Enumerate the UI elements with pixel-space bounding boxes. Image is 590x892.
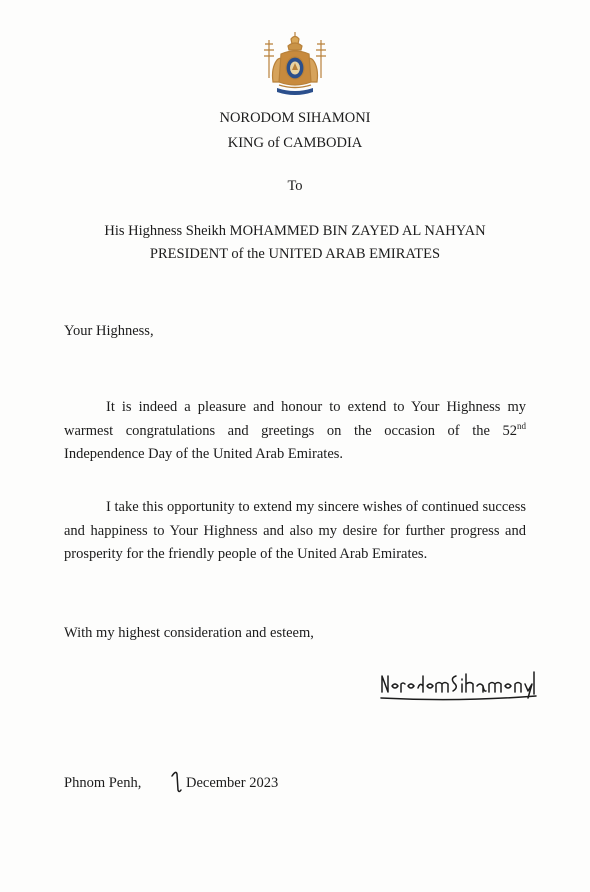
handwritten-day-mark [168, 768, 184, 794]
to-label: To [287, 178, 303, 194]
paragraph-wishes: I take this opportunity to extend my sincere wishes of continued success and happiness to Your Highness and also my desire for further progress and prosperity for the friendly people of the United Arab Emirates. [64, 499, 526, 562]
ordinal-suffix: nd [517, 420, 526, 431]
royal-arms-emblem-icon [261, 30, 329, 100]
handwritten-signature [378, 662, 538, 708]
paragraph-congratulations-text: It is indeed a pleasure and honour to extend to Your Highness my warmest congratulations and greetings on the occasion of the 52 [64, 399, 526, 439]
paragraph-congratulations [64, 396, 526, 467]
paragraph-congratulations-end: Independence Day of the United Arab Emirates. [64, 446, 344, 462]
date-month-year: December 2023 [186, 775, 279, 791]
sender-title: KING of CAMBODIA [227, 135, 363, 151]
place-label: Phnom Penh, [64, 775, 142, 791]
sender-name: NORODOM SIHAMONI [219, 110, 371, 126]
salutation: Your Highness, [64, 323, 154, 339]
recipient-name: His Highness Sheikh MOHAMMED BIN ZAYED AL NAHYAN [104, 223, 486, 239]
recipient-title: PRESIDENT of the UNITED ARAB EMIRATES [149, 246, 441, 262]
closing-line: With my highest consideration and esteem, [64, 625, 314, 641]
